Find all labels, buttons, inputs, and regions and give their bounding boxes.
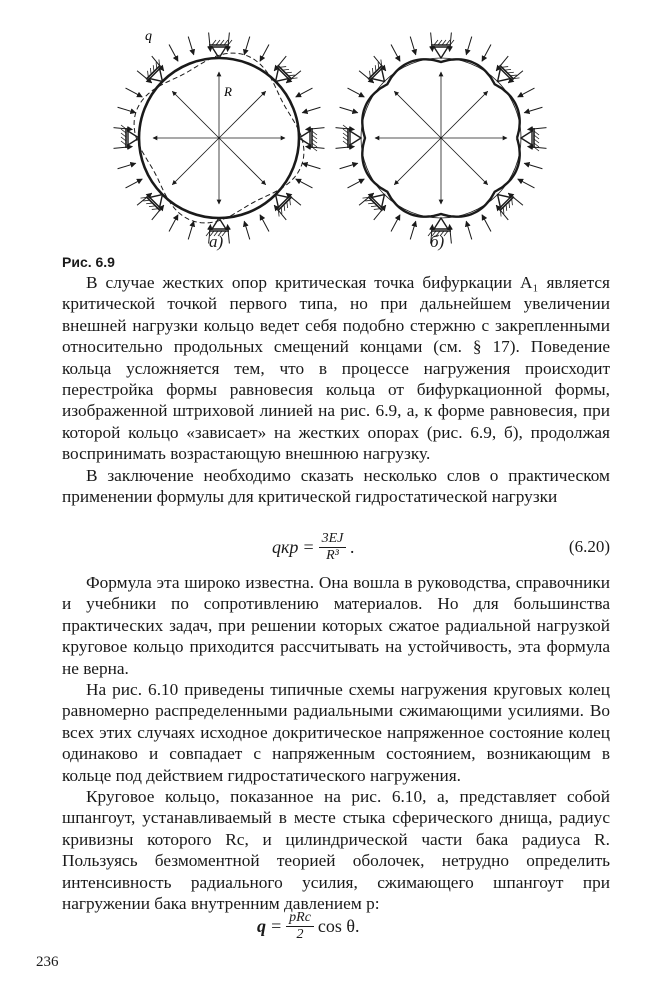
formula-fraction xyxy=(319,531,347,564)
support-triangle xyxy=(434,47,448,58)
pressure-arrow xyxy=(528,128,547,130)
paragraph: В случае жестких опор критическая точка бифуркации A₁ является критической точкой первого типа, но при дальнейшем увеличении внешней нагрузки кольцо ведет себя подобно стержню с закрепленными относительно продольных смещений концами (см. § 17). Поведение кольца усложняется тем, что в процессе нагружения происходит перестройка формы равновесия кольца от бифуркационной формы, изображенной штриховой линией на рис. 6.9, а, к форме равновесия, при которой кольцо «зависает» на жестких опорах (рис. 6.9, б), продолжая воспринимать возрастающую внешнюю нагрузку. xyxy=(62,273,610,464)
support-icon xyxy=(365,60,394,89)
pressure-arrow xyxy=(336,147,355,149)
pressure-arrow xyxy=(528,147,547,149)
support-triangle xyxy=(212,218,226,229)
pressure-arrow xyxy=(260,45,269,62)
formula-6-20 xyxy=(62,527,610,571)
formula-radial-force xyxy=(62,906,610,950)
support-icon xyxy=(363,185,392,214)
text-block-1 xyxy=(62,272,610,507)
pressure-arrow xyxy=(524,107,542,113)
pressure-arrow xyxy=(482,215,491,232)
formula-denominator: 2 xyxy=(296,927,304,942)
radial-arrow xyxy=(394,138,441,185)
pressure-arrow xyxy=(260,215,269,232)
pressure-arrow xyxy=(336,128,355,130)
pressure-arrow xyxy=(482,45,491,62)
pressure-arrow xyxy=(114,128,133,130)
pressure-arrow xyxy=(450,225,452,244)
pressure-arrow xyxy=(391,215,400,232)
paragraph: На рис. 6.10 приведены типичные схемы нагружения круговых колец равномерно распределенными радиальными сжимающими усилиями. Во всех этих случаях исходное докритическое напряженное состояние колец одинаково и совпадает с напряженным состоянием, возникающим в кольце под действием гидростатического нагружения. xyxy=(62,680,610,785)
pressure-arrow xyxy=(209,33,211,52)
radial-arrow xyxy=(394,91,441,138)
pressure-arrow xyxy=(340,163,358,169)
equation-number: (6.20) xyxy=(568,537,610,556)
support-icon xyxy=(141,185,170,214)
formula-trail: cos θ. xyxy=(317,916,360,936)
formula-numerator: pRс xyxy=(286,910,314,927)
support-icon xyxy=(143,60,172,89)
formula-expression xyxy=(257,910,360,943)
support-triangle xyxy=(299,131,310,145)
formula-lhs: q xyxy=(257,916,266,936)
formula-equals: = xyxy=(302,537,315,557)
formula-fraction xyxy=(286,910,314,943)
pressure-arrow xyxy=(466,37,472,55)
pressure-arrow xyxy=(348,88,365,97)
paragraph: Формула эта широко известна. Она вошла в руководства, справочники и учебники по сопротивлению материалов. Но для большинства практических задач, при решении которых сжатое радиальной нагрузкой круговое кольцо приходится рассчитывать на устойчивость, эта формула не верна. xyxy=(62,573,610,678)
formula-numerator: 3EJ xyxy=(319,531,347,548)
pressure-arrow xyxy=(306,128,325,130)
support-icon xyxy=(268,62,297,91)
pressure-arrow xyxy=(302,163,320,169)
page-number: 236 xyxy=(36,954,59,970)
pressure-arrow xyxy=(228,225,230,244)
panel-a-label: а) xyxy=(209,232,224,251)
radial-arrow xyxy=(172,138,219,185)
support-triangle xyxy=(212,47,226,58)
formula-expression xyxy=(272,531,355,564)
pressure-arrow xyxy=(391,45,400,62)
radial-arrow xyxy=(219,138,266,185)
figure-6-9 xyxy=(0,0,649,290)
pressure-arrow xyxy=(518,179,535,188)
pressure-arrow xyxy=(348,179,365,188)
paragraph: Круговое кольцо, показанное на рис. 6.10, а, представляет собой шпангоут, устанавливаемый в месте стыка сферического днища, радиус кривизны которого Rс, и цилиндрической части бака радиуса R. Пользуясь безмоментной теорией оболочек, нетрудно определить интенсивность радиального усилия, сжимающего шпангоут при нагружении бака внутренним давлением p: xyxy=(62,787,610,914)
pressure-arrow xyxy=(302,107,320,113)
pressure-arrow xyxy=(466,221,472,239)
panel-b-label: б) xyxy=(430,232,445,251)
pressure-arrow xyxy=(126,88,143,97)
pressure-arrow xyxy=(296,88,313,97)
pressure-arrow xyxy=(228,33,230,52)
pressure-arrow xyxy=(118,107,136,113)
radial-arrow xyxy=(441,138,488,185)
formula-lhs: qкр xyxy=(272,537,299,557)
pressure-arrow xyxy=(169,215,178,232)
pressure-arrow xyxy=(244,37,250,55)
pressure-arrow xyxy=(188,221,194,239)
ring-diagram-rigid-supports xyxy=(114,33,325,244)
support-triangle xyxy=(521,131,532,145)
formula-trail: . xyxy=(350,537,355,557)
support-icon xyxy=(266,187,295,216)
pressure-arrow xyxy=(410,221,416,239)
figure-caption: Рис. 6.9 xyxy=(62,254,115,270)
pressure-arrow xyxy=(126,179,143,188)
paragraph: В заключение необходимо сказать несколько слов о практическом применении формулы для критической гидростатической нагрузки xyxy=(62,465,610,507)
figure-svg xyxy=(0,0,649,290)
load-label: q xyxy=(145,29,152,44)
pressure-arrow xyxy=(244,221,250,239)
support-icon xyxy=(488,187,517,216)
pressure-arrow xyxy=(410,37,416,55)
support-triangle xyxy=(434,218,448,229)
pressure-arrow xyxy=(114,147,133,149)
pressure-arrow xyxy=(118,163,136,169)
pressure-arrow xyxy=(188,37,194,55)
support-triangle xyxy=(350,131,361,145)
pressure-arrow xyxy=(306,147,325,149)
text-block-2 xyxy=(62,572,610,915)
pressure-arrow xyxy=(296,179,313,188)
radius-label: R xyxy=(224,84,232,99)
support-icon xyxy=(490,62,519,91)
pressure-arrow xyxy=(518,88,535,97)
pressure-arrow xyxy=(450,33,452,52)
formula-denominator: R³ xyxy=(326,548,339,563)
radial-arrow xyxy=(441,91,488,138)
ring-diagram-deformed xyxy=(336,33,547,244)
pressure-arrow xyxy=(431,33,433,52)
radial-arrow xyxy=(172,91,219,138)
pressure-arrow xyxy=(340,107,358,113)
formula-equals: = xyxy=(270,916,283,936)
pressure-arrow xyxy=(169,45,178,62)
support-triangle xyxy=(128,131,139,145)
pressure-arrow xyxy=(524,163,542,169)
